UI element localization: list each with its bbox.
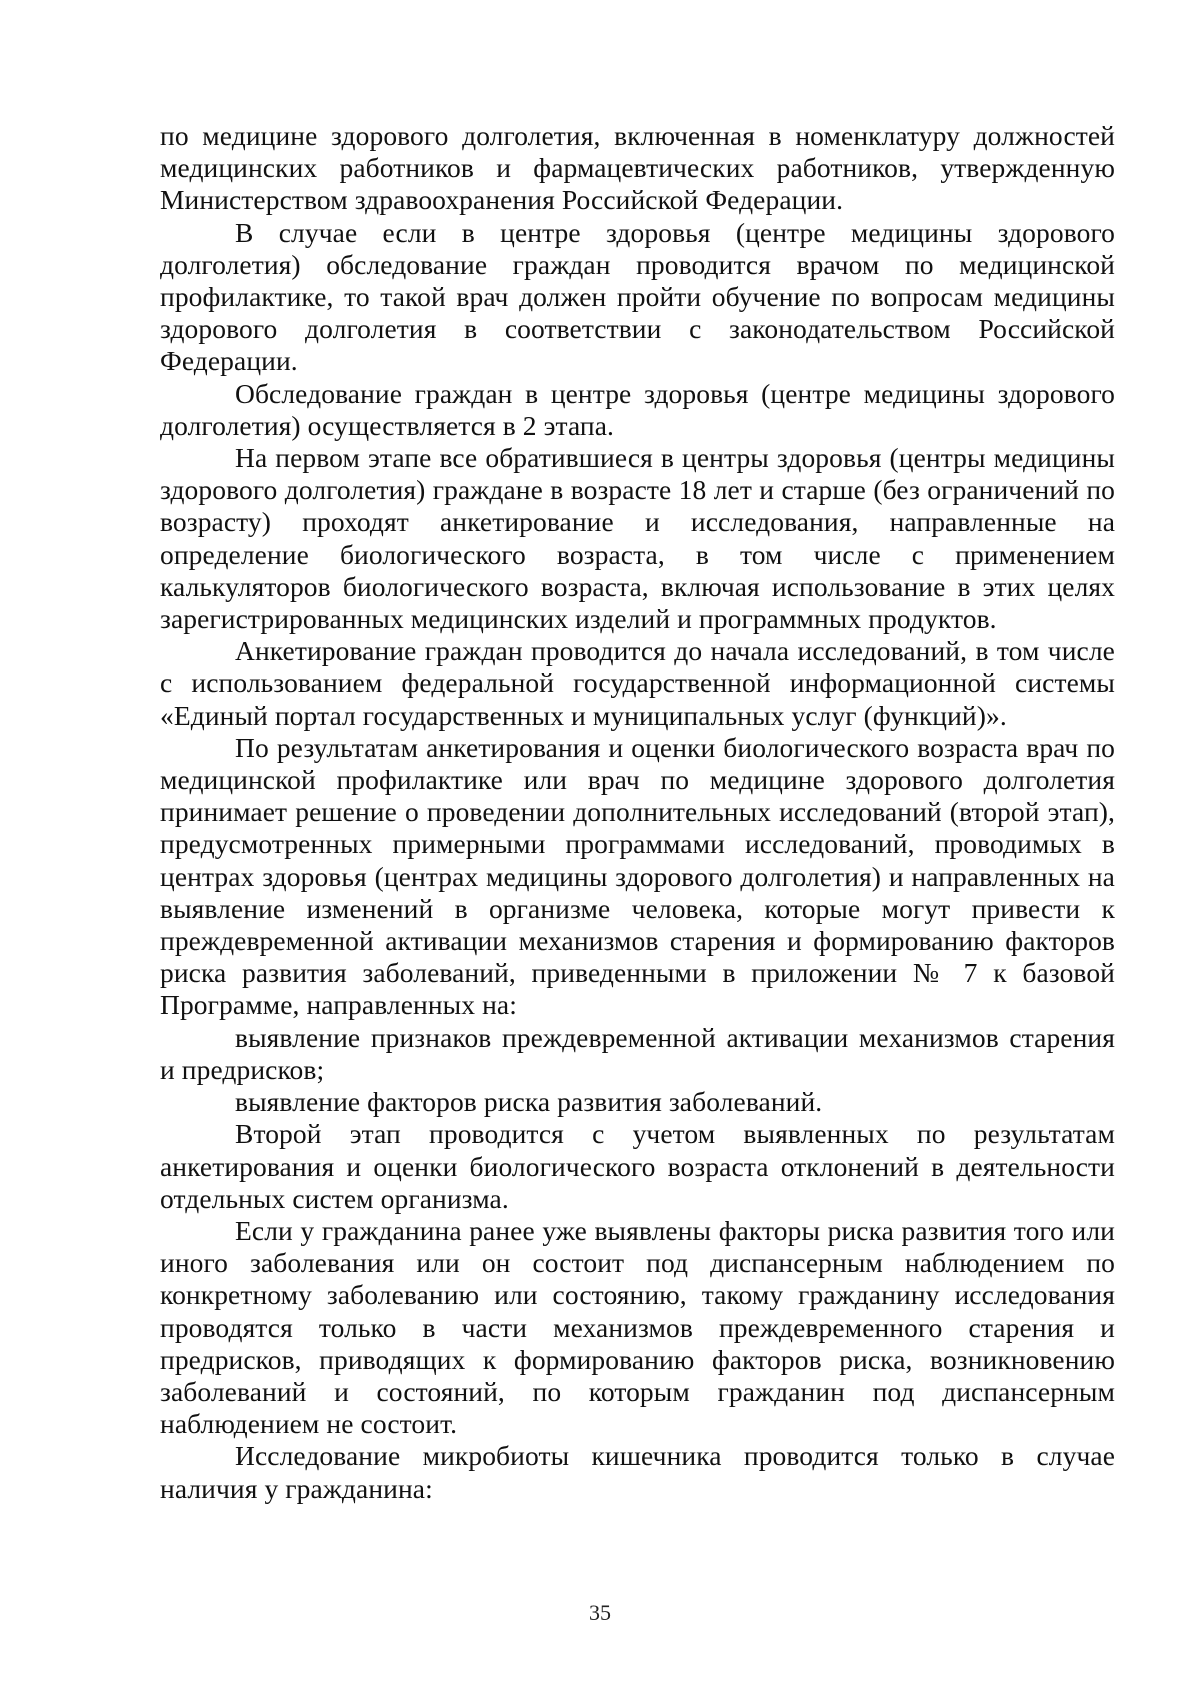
paragraph-list-item-risk: выявление факторов риска развития заболеваний.	[235, 1086, 823, 1118]
page-number: 35	[589, 1600, 611, 1625]
paragraph-two-stages: Обследование граждан в центре здоровья (центре медицины здорового долголетия) осуществляется в 2 этапа.	[160, 377, 1115, 441]
paragraph-results: По результатам анкетирования и оценки биологического возраста врач по медицинской профилактике или врач по медицине здорового долголетия принимает решение о проведении дополнительных исследований (второй этап), предусмотренных примерными программами исследований, проводимых в центрах здоровья (центрах медицины здорового долголетия) и направленных на выявление изменений в организме человека, которые могут привести к преждевременной активации механизмов старения и формированию факторов риска развития заболеваний, приведенными в приложении № 7 к базовой Программе, направленных на:	[160, 731, 1115, 1021]
paragraph-list-item-aging: выявление признаков преждевременной активации механизмов старения и предрисков;	[160, 1021, 1115, 1085]
paragraph-continuation: по медицине здорового долголетия, включенная в номенклатуру должностей медицинских работников и фармацевтических работников, утвержденную Министерством здравоохранения Российской Федерации.	[160, 120, 1115, 216]
paragraph-existing-risk: Если у гражданина ранее уже выявлены факторы риска развития того или иного заболевания или он состоит под диспансерным наблюдением по конкретному заболеванию или состоянию, такому гражданину исследования проводятся только в части механизмов преждевременного старения и предрисков, приводящих к формированию факторов риска, возникновению заболеваний и состояний, по которым гражданин под диспансерным наблюдением не состоит.	[160, 1214, 1115, 1440]
paragraph-second-stage: Второй этап проводится с учетом выявленных по результатам анкетирования и оценки биологического возраста отклонений в деятельности отдельных систем организма.	[160, 1118, 1115, 1214]
paragraph-questionnaire: Анкетирование граждан проводится до начала исследований, в том числе с использованием федеральной государственной информационной системы «Единый портал государственных и муниципальных услуг (функций)».	[160, 635, 1115, 731]
paragraph-microbiota: Исследование микробиоты кишечника проводится только в случае наличия у гражданина:	[160, 1440, 1115, 1504]
document-body	[160, 120, 1115, 1505]
paragraph-doctor-training: В случае если в центре здоровья (центре медицины здорового долголетия) обследование граждан проводится врачом по медицинской профилактике, то такой врач должен пройти обучение по вопросам медицины здорового долголетия в соответствии с законодательством Российской Федерации.	[160, 216, 1115, 377]
paragraph-first-stage: На первом этапе все обратившиеся в центры здоровья (центры медицины здорового долголетия) граждане в возрасте 18 лет и старше (без ограничений по возрасту) проходят анкетирование и исследования, направленные на определение биологического возраста, в том числе с применением калькуляторов биологического возраста, включая использование в этих целях зарегистрированных медицинских изделий и программных продуктов.	[160, 442, 1115, 635]
